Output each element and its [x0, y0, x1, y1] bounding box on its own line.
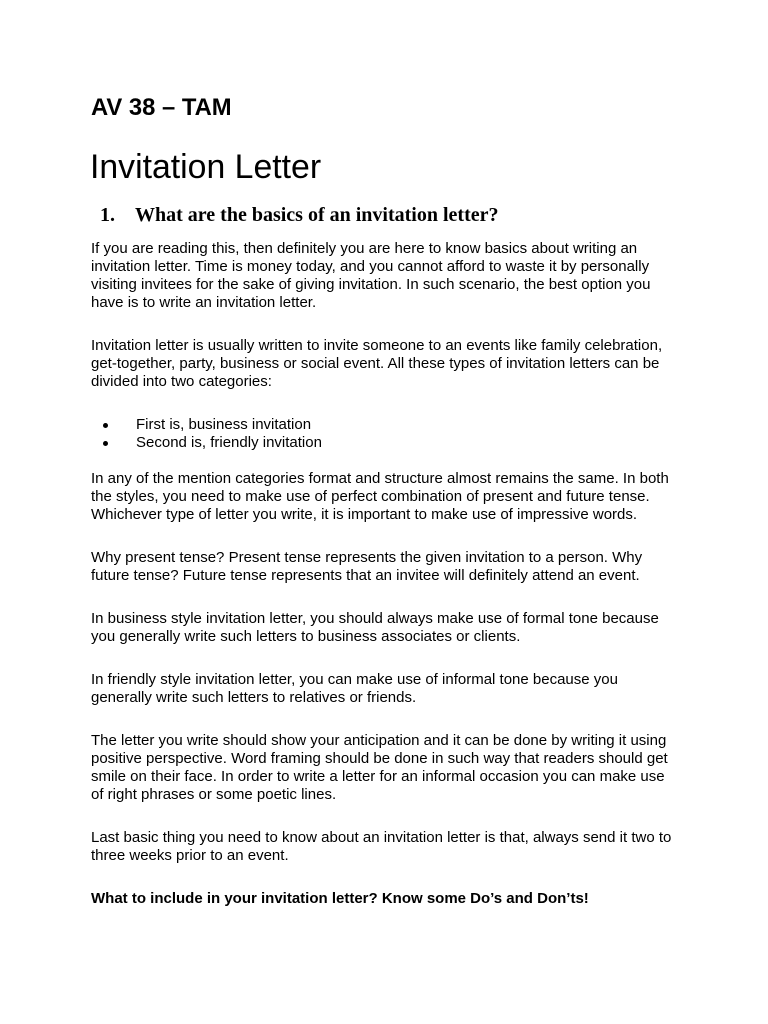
paragraph — [91, 829, 751, 865]
list-item — [91, 434, 751, 452]
paragraph-line: generally write such letters to relatives or friends. — [91, 688, 417, 706]
paragraph-line: you generally write such letters to business associates or clients. — [91, 627, 521, 645]
paragraph-line: Why present tense? Present tense represents the given invitation to a person. Why — [91, 548, 643, 566]
document-body — [91, 240, 751, 908]
paragraph-line: get-together, party, business or social event. All these types of invitation letters can be — [91, 354, 660, 372]
paragraph-line: Invitation letter is usually written to invite someone to an events like family celebration, — [91, 336, 663, 354]
bullet-dot-icon — [103, 423, 108, 428]
paragraph-line: Whichever type of letter you write, it is important to make use of impressive words. — [91, 505, 638, 523]
paragraph — [91, 732, 751, 804]
list-item-text: First is, business invitation — [136, 415, 312, 433]
paragraph — [91, 470, 751, 524]
paragraph — [91, 337, 751, 391]
paragraph-line: smile on their face. In order to write a letter for an informal occasion you can make use — [91, 767, 665, 785]
paragraph-line: of right phrases or some poetic lines. — [91, 785, 337, 803]
section-heading — [100, 203, 499, 227]
bullet-dot-icon — [103, 441, 108, 446]
paragraph-line: visiting invitees for the sake of giving invitation. In such scenario, the best option you — [91, 275, 651, 293]
list-item-text: Second is, friendly invitation — [136, 433, 322, 451]
paragraph-line: have is to write an invitation letter. — [91, 293, 317, 311]
section-number: 1. — [100, 204, 115, 226]
paragraph — [91, 671, 751, 707]
paragraph-line: divided into two categories: — [91, 372, 272, 390]
paragraph — [91, 610, 751, 646]
paragraph-line: In business style invitation letter, you should always make use of formal tone because — [91, 609, 659, 627]
section-heading-text: What are the basics of an invitation letter? — [135, 204, 499, 226]
paragraph — [91, 549, 751, 585]
paragraph-line: three weeks prior to an event. — [91, 846, 289, 864]
paragraph-line: the styles, you need to make use of perfect combination of present and future tense. — [91, 487, 650, 505]
paragraph-line: In friendly style invitation letter, you can make use of informal tone because you — [91, 670, 618, 688]
subheading: What to include in your invitation letter? Know some Do’s and Don’ts! — [91, 889, 589, 907]
document-code-heading: AV 38 – TAM — [91, 94, 232, 121]
paragraph-line: positive perspective. Word framing should be done in such way that readers should get — [91, 749, 668, 767]
paragraph-line: If you are reading this, then definitely you are here to know basics about writing an — [91, 239, 638, 257]
bullet-list — [91, 416, 751, 452]
paragraph-line: invitation letter. Time is money today, and you cannot afford to waste it by personally — [91, 257, 650, 275]
paragraph — [91, 240, 751, 312]
paragraph-line: In any of the mention categories format and structure almost remains the same. In both — [91, 469, 669, 487]
list-item — [91, 416, 751, 434]
paragraph-line: future tense? Future tense represents that an invitee will definitely attend an event. — [91, 566, 640, 584]
paragraph-line: The letter you write should show your anticipation and it can be done by writing it using — [91, 731, 667, 749]
paragraph-line: Last basic thing you need to know about an invitation letter is that, always send it two to — [91, 828, 672, 846]
document-title: Invitation Letter — [90, 148, 322, 186]
